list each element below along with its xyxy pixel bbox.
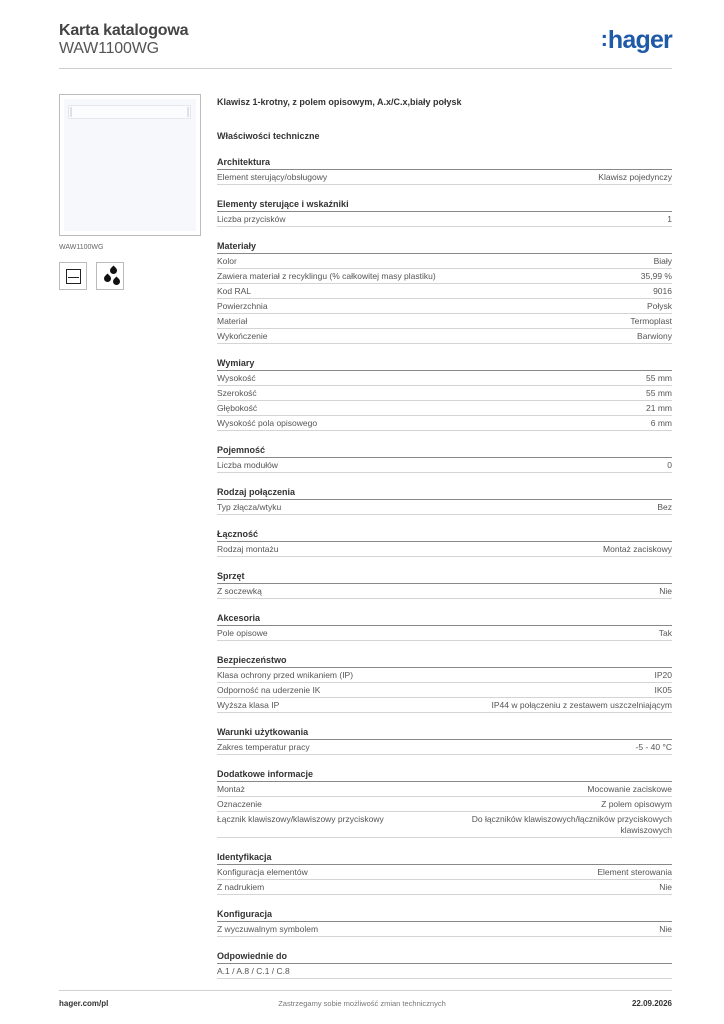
spec-label: Oznaczenie (217, 799, 262, 809)
spec-row (217, 401, 672, 416)
spec-value: Nie (659, 586, 672, 596)
spec-value: 9016 (653, 286, 672, 296)
spec-label: Wysokość pola opisowego (217, 418, 318, 428)
spec-row (217, 698, 672, 713)
spec-label: Rodzaj montażu (217, 544, 279, 554)
spec-row (217, 284, 672, 299)
spec-section (217, 486, 672, 515)
spec-row (217, 922, 672, 937)
spec-value: 55 mm (646, 373, 672, 383)
spec-value: IK05 (654, 685, 672, 695)
label-field-window (68, 105, 191, 119)
spec-label: Wysokość (217, 373, 256, 383)
spec-label: A.1 / A.8 / C.1 / C.8 (217, 966, 290, 976)
footer-website-link[interactable]: hager.com/pl (59, 999, 109, 1008)
spec-value: -5 - 40 °C (635, 742, 672, 752)
spec-row (217, 542, 672, 557)
spec-row (217, 797, 672, 812)
hager-logo (601, 28, 672, 53)
spec-row (217, 170, 672, 185)
spec-value: Biały (653, 256, 672, 266)
logo-dots-icon: : (600, 26, 607, 51)
spec-section-title: Sprzęt (217, 571, 245, 581)
spec-row (217, 269, 672, 284)
spec-section (217, 851, 672, 895)
spec-section-title: Bezpieczeństwo (217, 655, 287, 665)
spec-row (217, 416, 672, 431)
spec-value: Element sterowania (597, 867, 672, 877)
spec-label: Z wyczuwalnym symbolem (217, 924, 319, 934)
spec-label: Szerokość (217, 388, 257, 398)
spec-row (217, 812, 672, 838)
spec-row (217, 371, 672, 386)
spec-row (217, 500, 672, 515)
specifications-table (217, 156, 672, 992)
spec-label: Montaż (217, 784, 245, 794)
spec-section-title: Odpowiednie do (217, 951, 287, 961)
spec-section-title: Elementy sterujące i wskaźniki (217, 199, 349, 209)
spec-label: Powierzchnia (217, 301, 268, 311)
spec-row (217, 880, 672, 895)
spec-value: IP20 (654, 670, 672, 680)
spec-section-title: Materiały (217, 241, 257, 251)
spec-section (217, 444, 672, 473)
spec-row (217, 668, 672, 683)
header-divider (59, 68, 672, 69)
spec-label: Kolor (217, 256, 237, 266)
spec-section-title: Identyfikacja (217, 852, 272, 862)
spec-section (217, 612, 672, 641)
spec-label: Zawiera materiał z recyklingu (% całkowitej masy plastiku) (217, 271, 436, 281)
spec-row (217, 683, 672, 698)
spec-section-title: Konfiguracja (217, 909, 273, 919)
spec-label: Materiał (217, 316, 248, 326)
product-image (59, 94, 201, 236)
spec-row (217, 964, 672, 979)
footer-date: 22.09.2026 (631, 999, 672, 1008)
spec-label: Element sterujący/obsługowy (217, 172, 328, 182)
spec-value: Montaż zaciskowy (603, 544, 672, 554)
spec-section (217, 950, 672, 979)
spec-label: Wykończenie (217, 331, 268, 341)
spec-label: Z nadrukiem (217, 882, 265, 892)
spec-section (217, 528, 672, 557)
spec-value: Klawisz pojedynczy (598, 172, 672, 182)
spec-label: Pole opisowe (217, 628, 268, 638)
spec-row (217, 584, 672, 599)
switch-symbol-icon (59, 262, 87, 290)
spec-label: Zakres temperatur pracy (217, 742, 310, 752)
spec-label: Liczba modułów (217, 460, 278, 470)
spec-label: Kod RAL (217, 286, 252, 296)
spec-row (217, 254, 672, 269)
spec-label: Konfiguracja elementów (217, 867, 308, 877)
product-code-heading: WAW1100WG (59, 40, 159, 57)
spec-section-title: Warunki użytkowania (217, 727, 309, 737)
product-title: Klawisz 1-krotny, z polem opisowym, A.x/C.x,biały połysk (217, 97, 462, 107)
spec-value: IP44 w połączeniu z zestawem uszczelniającym (491, 700, 672, 710)
spec-row (217, 626, 672, 641)
spec-row (217, 740, 672, 755)
spec-value: Połysk (646, 301, 672, 311)
water-drops-icon (96, 262, 124, 290)
spec-value: Nie (659, 924, 672, 934)
spec-label: Klasa ochrony przed wnikaniem (IP) (217, 670, 354, 680)
spec-value: 1 (667, 214, 672, 224)
product-image-caption: WAW1100WG (59, 244, 104, 251)
spec-row (217, 329, 672, 344)
technical-properties-heading: Właściwości techniczne (217, 131, 320, 141)
spec-value: Nie (659, 882, 672, 892)
switch-plate (64, 99, 196, 231)
spec-label: Liczba przycisków (217, 214, 286, 224)
spec-section (217, 908, 672, 937)
spec-row (217, 299, 672, 314)
spec-section-title: Dodatkowe informacje (217, 769, 314, 779)
spec-section (217, 654, 672, 713)
spec-value: 21 mm (646, 403, 672, 413)
spec-section (217, 357, 672, 431)
spec-row (217, 865, 672, 880)
spec-row (217, 458, 672, 473)
spec-value: Z polem opisowym (601, 799, 672, 809)
spec-section (217, 726, 672, 755)
document-title: Karta katalogowa (59, 22, 189, 39)
spec-section (217, 570, 672, 599)
spec-label: Głębokość (217, 403, 258, 413)
spec-value: Tak (658, 628, 672, 638)
spec-label: Typ złącza/wtyku (217, 502, 282, 512)
spec-value: 35,99 % (640, 271, 672, 281)
spec-value: Mocowanie zaciskowe (587, 784, 672, 794)
spec-row (217, 314, 672, 329)
spec-value: 6 mm (650, 418, 672, 428)
spec-section (217, 156, 672, 185)
spec-section (217, 240, 672, 344)
spec-section-title: Akcesoria (217, 613, 261, 623)
spec-section-title: Rodzaj połączenia (217, 487, 296, 497)
spec-section-title: Wymiary (217, 358, 255, 368)
spec-value: Do łączników klawiszowych/łączników przyciskowych klawiszowych (471, 814, 672, 835)
footer-disclaimer: Zastrzegamy sobie możliwość zmian technicznych (278, 999, 446, 1008)
spec-label: Z soczewką (217, 586, 262, 596)
spec-value: Barwiony (637, 331, 672, 341)
spec-label: Łącznik klawiszowy/klawiszowy przyciskowy (217, 814, 384, 824)
spec-section (217, 198, 672, 227)
spec-value: 55 mm (646, 388, 672, 398)
spec-value: Termoplast (630, 316, 672, 326)
spec-row (217, 782, 672, 797)
spec-row (217, 386, 672, 401)
spec-value: 0 (667, 460, 672, 470)
spec-label: Wyższa klasa IP (217, 700, 280, 710)
footer-divider (59, 990, 672, 991)
spec-section-title: Architektura (217, 157, 271, 167)
spec-row (217, 212, 672, 227)
spec-section-title: Pojemność (217, 445, 266, 455)
spec-label: Odporność na uderzenie IK (217, 685, 321, 695)
spec-section (217, 768, 672, 838)
spec-value: Bez (657, 502, 672, 512)
logo-text: hager (607, 26, 672, 54)
spec-section-title: Łączność (217, 529, 259, 539)
